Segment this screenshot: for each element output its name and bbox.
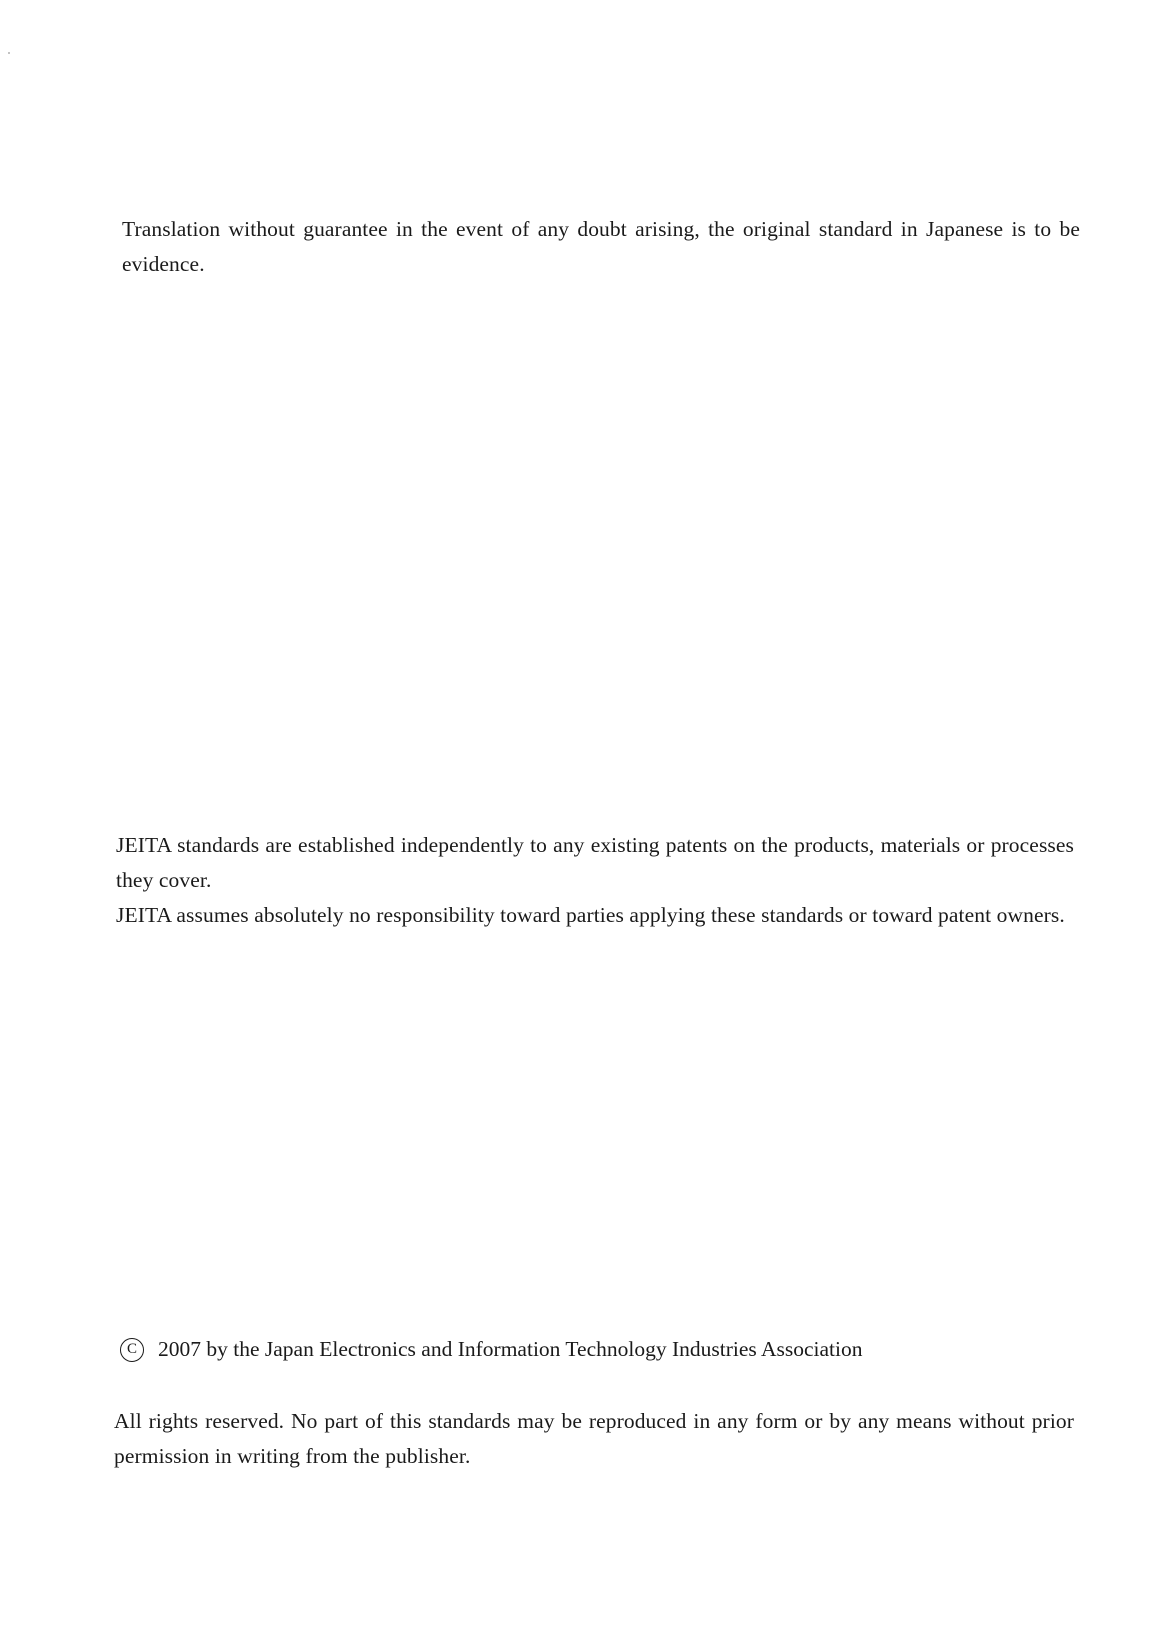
rights-notice-text: All rights reserved. No part of this standards may be reproduced in any form or by any means without prior permission in writing from the publisher. — [114, 1409, 1074, 1468]
translation-note-text: Translation without guarantee in the event of any doubt arising, the original standard in Japanese is to be evidence. — [122, 217, 1080, 276]
copyright-text: 2007 by the Japan Electronics and Information Technology Industries Association — [158, 1337, 863, 1361]
copyright-line — [120, 1332, 1020, 1367]
scan-artifact-dot — [8, 52, 10, 54]
patent-notice-paragraph-2: JEITA assumes absolutely no responsibility toward parties applying these standards or toward patent owners. — [116, 903, 1065, 927]
translation-note — [122, 212, 1080, 282]
patent-notice — [116, 828, 1074, 933]
copyright-icon: C — [120, 1338, 144, 1362]
patent-notice-paragraph-1: JEITA standards are established independently to any existing patents on the products, materials or processes they cover. — [116, 833, 1074, 892]
rights-notice — [114, 1404, 1074, 1474]
